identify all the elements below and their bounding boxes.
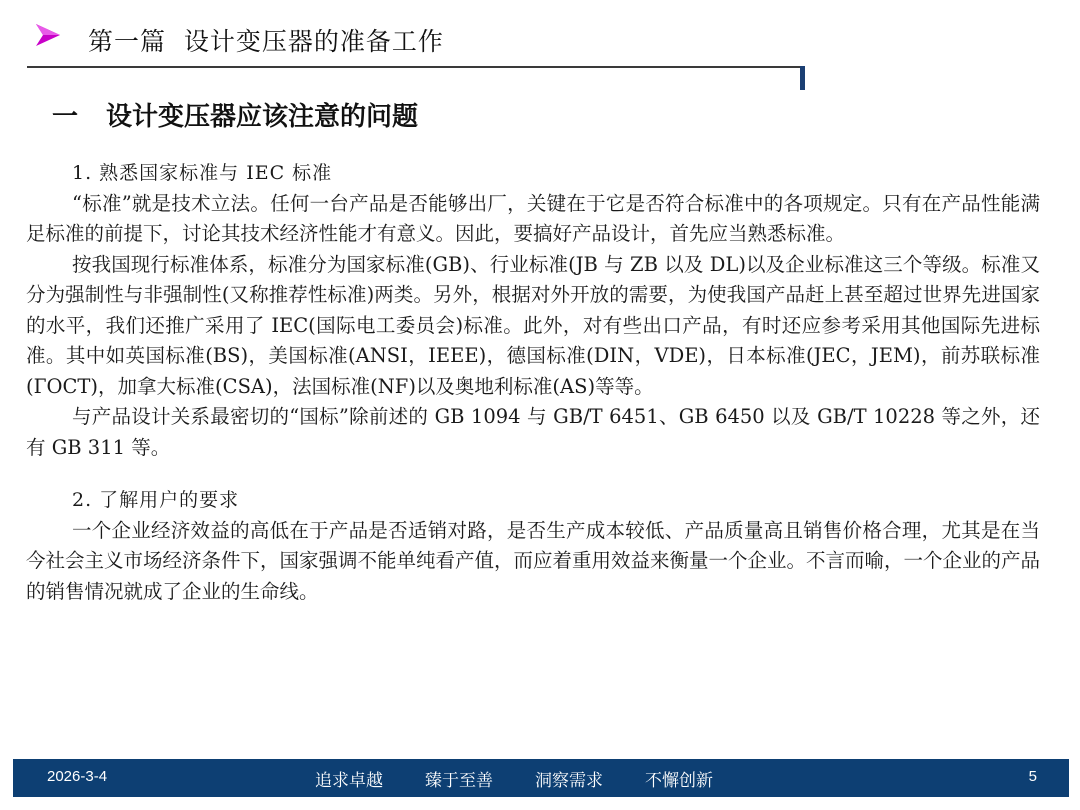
arrow-bullet-icon [34, 21, 62, 49]
paragraph-user-requirements: 一个企业经济效益的高低在于产品是否适销对路，是否生产成本较低、产品质量高且销售价格合理，尤其是在当今社会主义市场经济条件下，国家强调不能单纯看产值，而应着重用效益来衡量一个企业。不言而喻，一个企业的产品的销售情况就成了企业的生命线。 [26, 518, 1041, 603]
footer-date: 2026-3-4 [47, 768, 108, 785]
section-number: 一 [52, 102, 79, 132]
paragraph-standards-intro: “标准”就是技术立法。任何一台产品是否能够出厂，关键在于它是否符合标准中的各项规定。只有在产品性能满足标准的前提下，讨论其技术经济性能才有意义。因此，要搞好产品设计，首先应当熟悉标准。 [26, 191, 1040, 245]
paragraph-national-standards: 与产品设计关系最密切的“国标”除前述的 GB 1094 与 GB/T 6451、GB 6450 以及 GB/T 10228 等之外，还有 GB 311 等。 [26, 405, 1040, 459]
subsection-title-standards: 1. 熟悉国家标准与 IEC 标准 [72, 162, 333, 184]
page-number: 5 [1028, 768, 1037, 785]
slogan-item: 臻于至善 [425, 771, 493, 791]
slogan-item: 不懈创新 [645, 771, 713, 791]
subsection-title-user-requirements: 2. 了解用户的要求 [72, 489, 240, 511]
footer-slogans [315, 766, 755, 791]
header-accent-bar [800, 66, 805, 90]
footer-bar [13, 759, 1069, 797]
slide-header [0, 0, 1080, 95]
body-content [26, 158, 1040, 607]
slogan-item: 洞察需求 [535, 771, 603, 791]
chapter-title: 第一篇 设计变压器的准备工作 [88, 27, 444, 56]
section-heading [52, 96, 418, 133]
paragraph-standards-system: 按我国现行标准体系，标准分为国家标准(GB)、行业标准(JB 与 ZB 以及 DL)以及企业标准这三个等级。标准又分为强制性与非强制性(又称推荐性标准)两类。另外，根据对外开放的需要，为使我国产品赶上甚至超过世界先进国家的水平，我们还推广采用了 IEC(国际电工委员会)标准。此外，对有些出口产品，有时还应参考采用其他国际先进标准。其中如英国标准(BS)，美国标准(ANSI，IEEE)，德国标准(DIN，VDE)，日本标准(JEC，JEM)，前苏联标准(ГОСТ)，加拿大标准(CSA)，法国标准(NF)以及奥地利标准(AS)等等。 [26, 252, 1040, 398]
header-divider [27, 66, 803, 68]
section-title: 设计变压器应该注意的问题 [106, 102, 419, 132]
slogan-item: 追求卓越 [315, 771, 383, 791]
